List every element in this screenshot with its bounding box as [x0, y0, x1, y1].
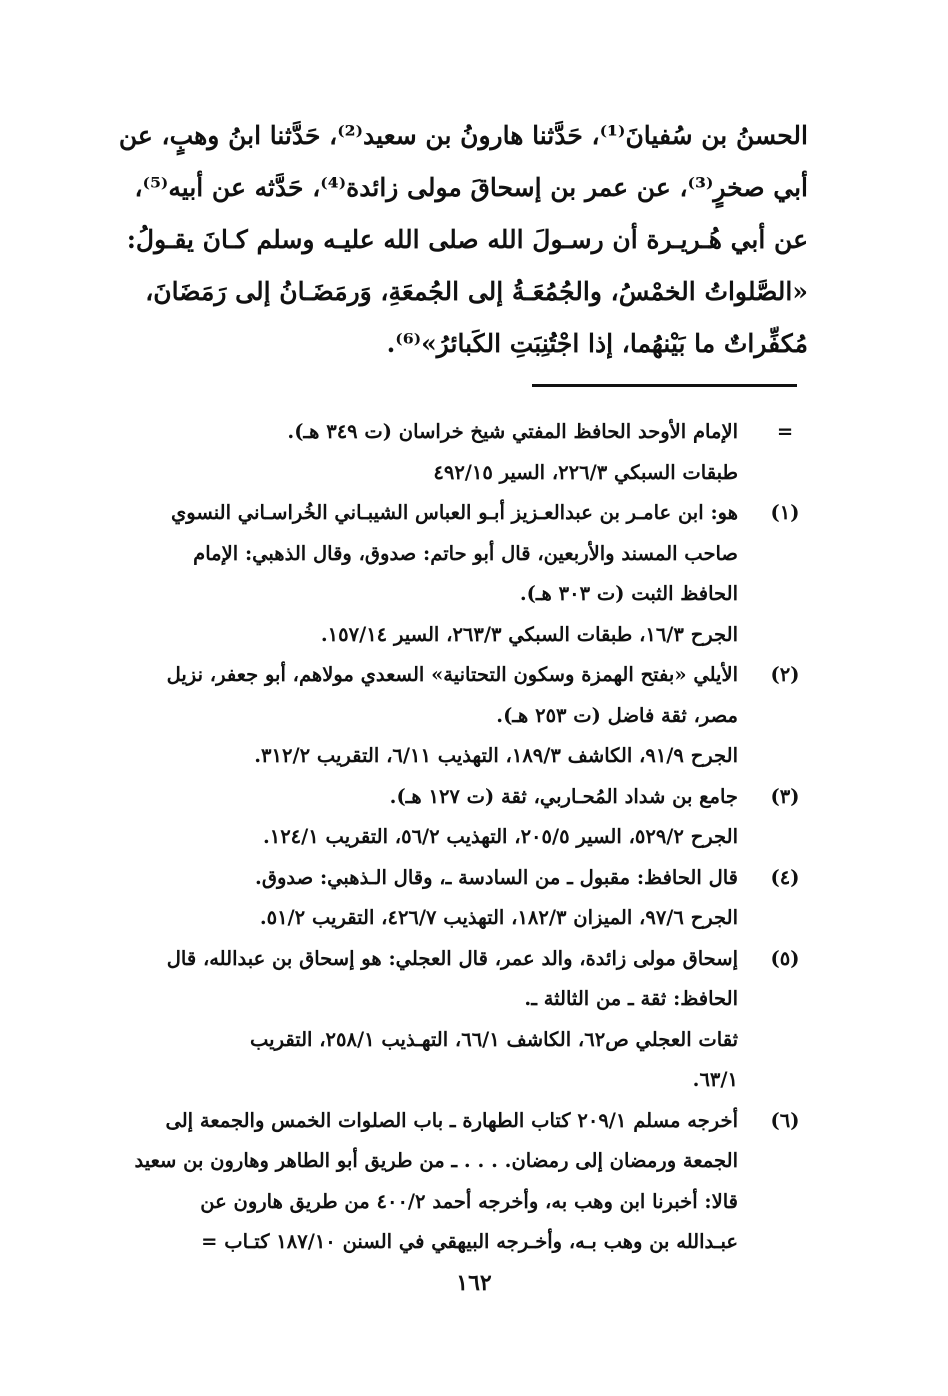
footnote-line: الجرح ٩١/٩، الكاشف ١٨٩/٣، التهذيب ٦/١١، التقريب ٣١٢/٢. — [254, 744, 738, 767]
footnote-line: الأيلي «بفتح الهمزة وسكون التحتانية» السعدي مولاهم، أبو جعفر، نزيل — [166, 663, 738, 686]
footnote-4 — [100, 858, 810, 939]
footnote-line: الحافظ الثبت (ت ٣٠٣ هـ). — [519, 582, 738, 605]
main-text-line: الحسنُ بن سُفيانَ⁽¹⁾، حَدَّثنا هارونُ بن سعيد⁽²⁾، حَدَّثنا ابنُ وهبٍ، عن — [118, 121, 808, 150]
footnote-line: صاحب المسند والأربعين، قال أبو حاتم: صدوق، وقال الذهبي: الإمام — [193, 541, 738, 565]
main-text-line: أبي صخرٍ⁽³⁾، عن عمر بن إسحاقَ مولى زائدة⁽⁴⁾، حَدَّثه عن أبيه⁽⁵⁾، — [134, 173, 808, 202]
footnote-line: قالا: أخبرنا ابن وهب به، وأخرجه أحمد ٤٠٠/٢ من طريق هارون عن — [200, 1189, 738, 1213]
main-text — [108, 110, 808, 370]
footnote-line: الجرح ٥٢٩/٢، السير ٢٠٥/٥، التهذيب ٥٦/٢، التقريب ١٢٤/١. — [262, 825, 738, 848]
footnote-line: طبقات السبكي ٢٢٦/٣، السير ٤٩٢/١٥ — [433, 460, 738, 484]
footnote-line: ثقات العجلي ص٦٢، الكاشف ٦٦/١، التهـذيب ٢٥٨/١، التقريب — [250, 1027, 738, 1051]
page-number: ١٦٢ — [456, 1270, 492, 1296]
footnote-line: الحافظ: ثقة ـ من الثالثة ـ. — [524, 987, 738, 1010]
footnote-line: الجرح ١٦/٣، طبقات السبكي ٢٦٣/٣، السير ١٥٧/١٤. — [320, 622, 738, 646]
footnote-continued — [100, 412, 810, 493]
footnote-line: الجرح ٩٧/٦، الميزان ١٨٢/٣، التهذيب ٤٢٦/٧، التقريب ٥١/٢. — [259, 906, 738, 929]
footnote-line: أخرجه مسلم ٢٠٩/١ كتاب الطهارة ـ باب الصلوات الخمس والجمعة إلى — [165, 1108, 738, 1132]
footnote-line: مصر، ثقة فاضل (ت ٢٥٣ هـ). — [496, 703, 738, 727]
footnote-5 — [100, 939, 810, 1101]
footnote-line: ٦٣/١. — [692, 1068, 738, 1091]
footnote-number: (٦) — [770, 1108, 800, 1132]
footnote-line: هو: ابن عامـر بن عبدالعـزيز أبـو العباس الشيبـاني الخُراسـاني النسوي — [171, 501, 738, 524]
footnote-6 — [100, 1101, 810, 1263]
footnote-number: (٥) — [770, 946, 800, 970]
footnote-number: (١) — [770, 501, 800, 524]
footnote-1 — [100, 493, 810, 655]
footnote-number: (٣) — [770, 784, 800, 808]
footnote-line: إسحاق مولى زائدة، والد عمر، قال العجلي: هو إسحاق بن عبدالله، قال — [166, 946, 738, 970]
footnote-number: (٢) — [770, 663, 800, 686]
footnote-marker: = — [776, 420, 794, 443]
footnote-2 — [100, 655, 810, 777]
footnote-3 — [100, 777, 810, 858]
footnotes — [100, 412, 810, 1263]
footnote-line: الجمعة ورمضان إلى رمضان. . . . ـ من طريق أبو الطاهر وهارون بن سعيد — [134, 1149, 738, 1172]
footnote-line: جامع بن شداد المُحـاربي، ثقة (ت ١٢٧ هـ). — [389, 784, 738, 808]
main-text-line: مُكفِّراتٌ ما بَيْنهُما، إذا اجْتُنِبَتِ الكَبائرُ»⁽⁶⁾. — [386, 329, 808, 358]
main-text-line: عن أبي هُـريـرة أن رسـولَ الله صلى الله عليـه وسلم كـانَ يقـولُ: — [126, 225, 808, 254]
main-text-line: «الصَّلواتُ الخمْسُ، والجُمُعَـةُ إلى الجُمعَةِ، وَرمَضَـانُ إلى رَمَضَانَ، — [145, 277, 808, 306]
footnote-number: (٤) — [770, 865, 800, 889]
footnote-line: الإمام الأوحد الحافظ المفتي شيخ خراسان (ت ٣٤٩ هـ). — [287, 420, 738, 443]
footnote-line: عبـدالله بن وهب بـه، وأخـرجه البيهقي في السنن ١٨٧/١٠ كتـاب = — [201, 1230, 738, 1253]
footnote-separator — [532, 384, 797, 387]
footnote-line: قال الحافظ: مقبول ـ من السادسة ـ، وقال الـذهبي: صدوق. — [255, 865, 738, 889]
